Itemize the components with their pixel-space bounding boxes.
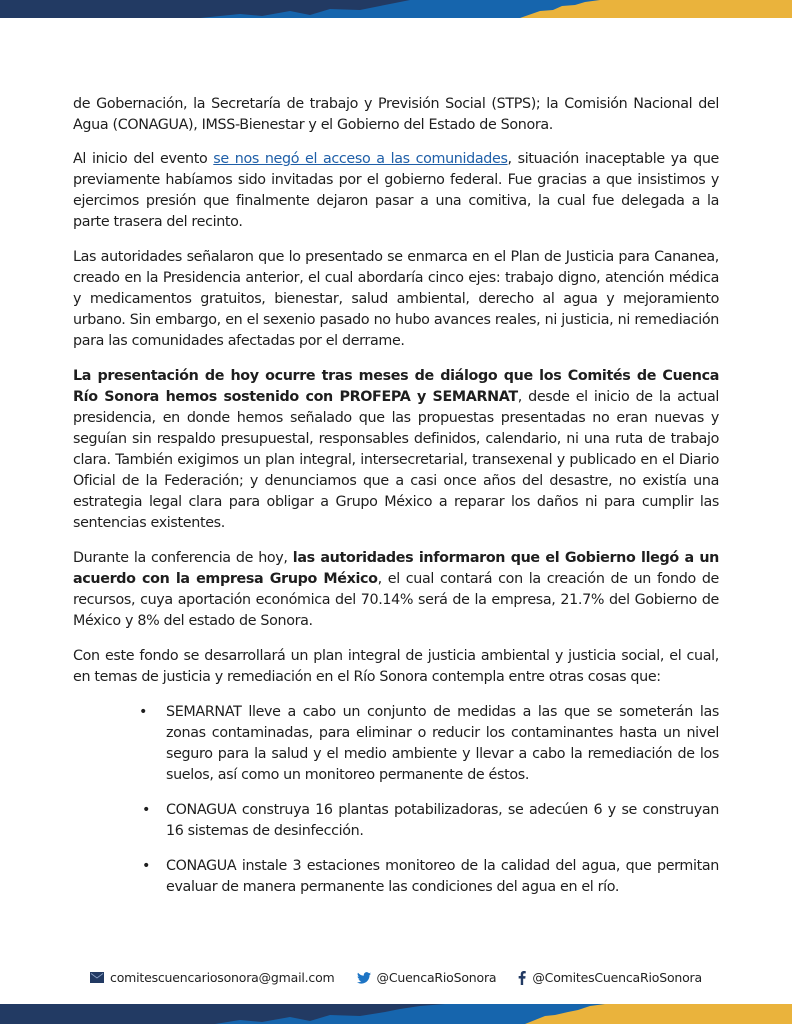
twitter-label: @CuencaRioSonora [376, 970, 497, 985]
paragraph-plan-justicia: Las autoridades señalaron que lo presentado se enmarca en el Plan de Justicia para Cananea, creado en la Presidencia anterior, el cual abordaría cinco ejes: trabajo digno, atención médica y medicamentos gratuitos, bienestar, salud ambiental, derecho al agua y mejoramiento urbano. Sin embargo, en el sexenio pasado no hubo avances reales, ni justicia, ni remediación para las comunidades afectadas por el derrame. [73, 249, 719, 349]
wave-decoration-icon [0, 1004, 792, 1024]
paragraph-fund-plan: Con este fondo se desarrollará un plan integral de justicia ambiental y justicia social, el cual, en temas de justicia y remediación en el Río Sonora contempla entre otras cosas que: [73, 648, 719, 685]
list-item [73, 702, 719, 786]
paragraph-access-denied [73, 149, 719, 233]
list-item [73, 800, 719, 842]
paragraph-text: , desde el inicio de la actual presidencia, en donde hemos señalado que las propuestas presentadas no eran nuevas y seguían sin respaldo presupuestal, responsables definidos, calendario, ni una ruta de trabajo clara. También exigimos un plan integral, intersecretarial, transexenal y publicado en el Diario Oficial de la Federación; y denunciamos que a casi once años del desastre, no existía una estrategia legal clara para obligar a Grupo México a reparar los daños ni para cumplir las sentencias existentes. [73, 389, 719, 531]
paragraph-text: , situación inaceptable ya que previamente habíamos sido invitadas por el gobierno federal. Fue gracias a que insistimos y ejercimos presión que finalmente dejaron pasar a una comitiva, la cual fue delegada a la parte trasera del recinto. [73, 151, 719, 230]
bold-text: La presentación de hoy ocurre tras meses de diálogo que los Comités de Cuenca Río Sonora hemos sostenido con PROFEPA y SEMARNAT [73, 368, 719, 405]
facebook-label: @ComitesCuencaRioSonora [532, 970, 702, 985]
document-body [73, 94, 719, 912]
list-item-text: SEMARNAT lleve a cabo un conjunto de medidas a las que se someterán las zonas contaminadas, para eliminar o reducir los contaminantes hasta un nivel seguro para la salud y el medio ambiente y llevar a cabo la remediación de los suelos, así como un monitoreo permanente de éstos. [166, 704, 719, 783]
email-label: comitescuencariosonora@gmail.com [110, 970, 335, 985]
footer-twitter[interactable] [357, 970, 497, 985]
paragraph-text: , el cual contará con la creación de un fondo de recursos, cuya aportación económica del 70.14% será de la empresa, 21.7% del Gobierno de México y 8% del estado de Sonora. [73, 571, 719, 629]
wave-decoration-icon [0, 0, 792, 18]
paragraph-text: Al inicio del evento [73, 151, 214, 167]
twitter-icon [357, 972, 371, 984]
list-item-text: CONAGUA instale 3 estaciones monitoreo de la calidad del agua, que permitan evaluar de manera permanente las condiciones del agua en el río. [166, 858, 719, 895]
paragraph-dialogue [73, 366, 719, 534]
envelope-icon [90, 972, 104, 983]
access-denied-link[interactable]: se nos negó el acceso a las comunidades [213, 151, 508, 167]
paragraph-agreement [73, 548, 719, 632]
bullet-icon: • [139, 704, 148, 720]
bullet-icon: • [142, 858, 151, 874]
paragraph-agencies: de Gobernación, la Secretaría de trabajo y Previsión Social (STPS); la Comisión Nacional del Agua (CONAGUA), IMSS-Bienestar y el Gobierno del Estado de Sonora. [73, 96, 719, 133]
list-item [73, 856, 719, 898]
header-banner [0, 0, 792, 18]
footer-email[interactable] [90, 970, 335, 985]
footer-facebook[interactable] [518, 970, 702, 985]
paragraph-text: Durante la conferencia de hoy, [73, 550, 293, 566]
footer-banner [0, 1004, 792, 1024]
measures-list [73, 702, 719, 898]
bold-text: las autoridades informaron que el Gobierno llegó a un acuerdo con la empresa Grupo México [73, 550, 719, 587]
footer-contacts [0, 970, 792, 985]
facebook-icon [518, 971, 526, 985]
bullet-icon: • [142, 802, 151, 818]
list-item-text: CONAGUA construya 16 plantas potabilizadoras, se adecúen 6 y se construyan 16 sistemas de desinfección. [166, 802, 719, 839]
